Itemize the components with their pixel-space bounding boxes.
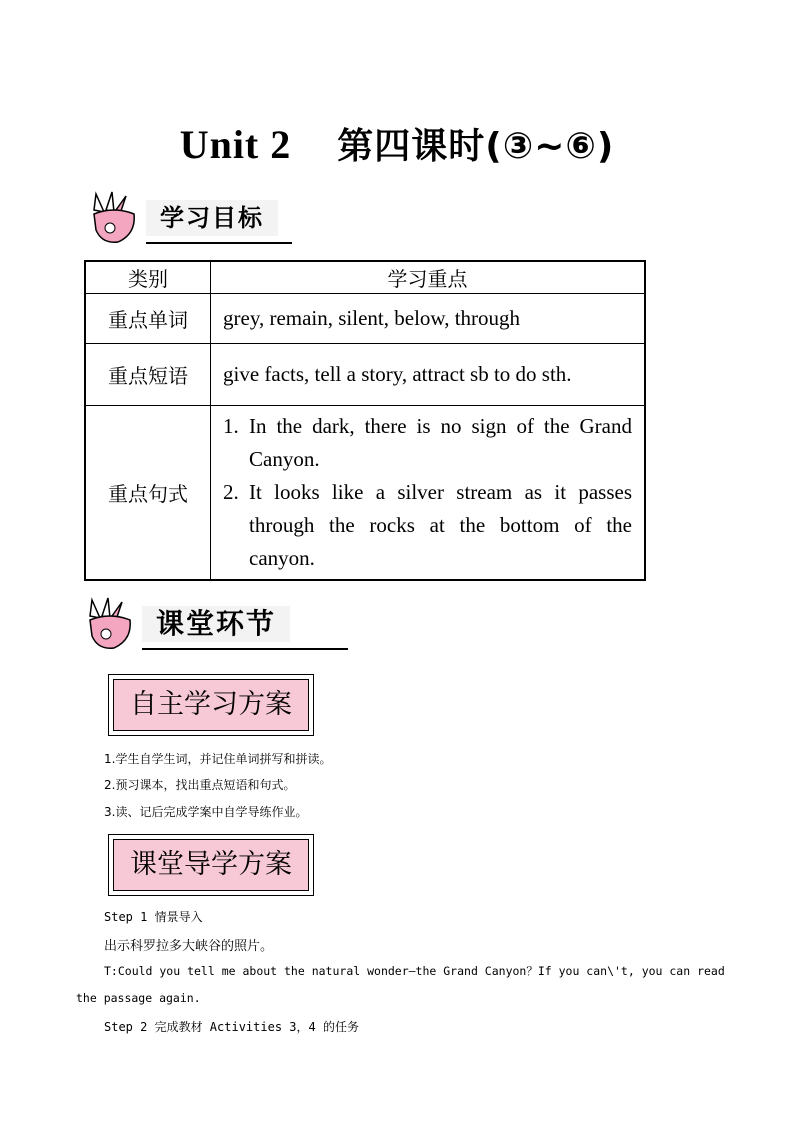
list-item	[223, 476, 632, 575]
table-header-row	[85, 261, 645, 294]
goals-table	[84, 260, 646, 581]
item-number: 1.	[223, 414, 239, 438]
title-lesson: 第四课时(③~⑥)	[337, 126, 615, 167]
class-guide-title: 课堂导学方案	[113, 839, 309, 891]
row-content	[211, 406, 646, 581]
table-row	[85, 406, 645, 581]
page-title	[0, 118, 794, 169]
title-unit: Unit 2	[179, 122, 292, 167]
row-category: 重点短语	[85, 344, 211, 406]
section-underline	[146, 242, 292, 244]
table-row	[85, 294, 645, 344]
header-category: 类别	[85, 261, 211, 294]
flower-vase-icon	[84, 190, 146, 246]
step-1-heading: Step 1 情景导入	[104, 910, 203, 924]
self-study-title: 自主学习方案	[113, 679, 309, 731]
item-text: In the dark, there is no sign of the Grand Canyon.	[249, 414, 632, 471]
table-row	[85, 344, 645, 406]
item-text: It looks like a silver stream as it passes through the rocks at the bottom of the canyon.	[249, 480, 632, 570]
item-number: 2.	[223, 480, 239, 504]
step-1-text: 出示科罗拉多大峡谷的照片。	[104, 939, 274, 954]
step-2-heading: Step 2 完成教材 Activities 3，4 的任务	[104, 1020, 359, 1034]
section-underline	[142, 648, 348, 650]
class-guide-box	[108, 834, 314, 896]
self-study-box	[108, 674, 314, 736]
row-category: 重点单词	[85, 294, 211, 344]
section-label-class: 课堂环节	[142, 606, 290, 642]
row-category: 重点句式	[85, 406, 211, 581]
section-label-goals: 学习目标	[146, 200, 278, 236]
section-banner-goals	[84, 190, 294, 246]
self-study-item: 1.学生自学生词，并记住单词拼写和拼读。	[104, 752, 332, 766]
self-study-item: 3.读、记后完成学案中自学导练作业。	[104, 805, 308, 819]
self-study-item: 2.预习课本，找出重点短语和句式。	[104, 778, 296, 792]
flower-vase-icon	[80, 596, 142, 652]
dialog-line: the passage again.	[76, 991, 201, 1005]
row-content: grey, remain, silent, below, through	[211, 294, 646, 344]
row-content: give facts, tell a story, attract sb to do sth.	[211, 344, 646, 406]
list-item	[223, 410, 632, 476]
section-banner-class	[80, 596, 350, 652]
dialog-line: T:Could you tell me about the natural wonder—the Grand Canyon？If you can\'t, you can read	[104, 964, 725, 978]
header-focus: 学习重点	[211, 261, 646, 294]
